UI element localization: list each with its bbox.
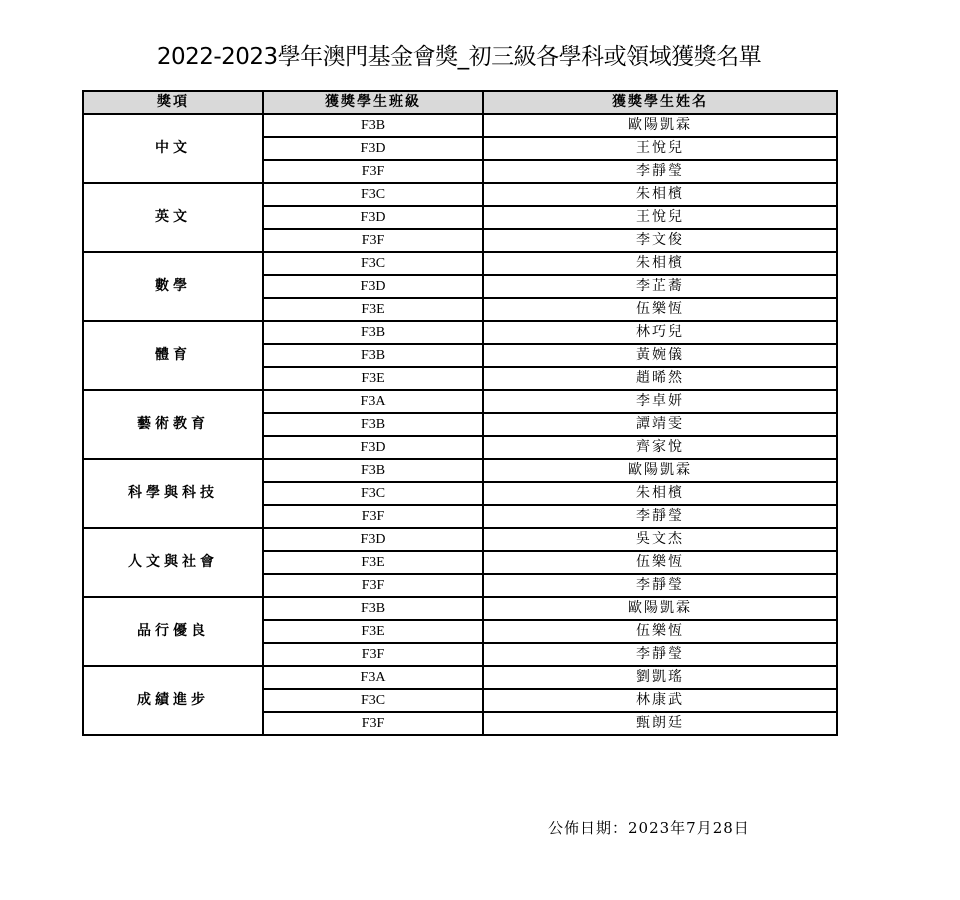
student-class: F3E [263,367,483,390]
student-name: 李卓妍 [483,390,837,413]
award-category: 人文與社會 [83,528,263,597]
student-class: F3A [263,390,483,413]
student-name: 王悅兒 [483,206,837,229]
student-name: 李文俊 [483,229,837,252]
header-name: 獲獎學生姓名 [483,91,837,114]
table-row [83,321,837,344]
student-class: F3C [263,482,483,505]
student-name: 伍樂恆 [483,551,837,574]
table-row [83,528,837,551]
student-name: 朱相檳 [483,252,837,275]
student-class: F3C [263,689,483,712]
table-row [83,390,837,413]
student-name: 李靜瑩 [483,643,837,666]
table-header-row [83,91,837,114]
student-class: F3F [263,643,483,666]
table-row [83,183,837,206]
student-name: 林巧兒 [483,321,837,344]
student-name: 歐陽凱霖 [483,114,837,137]
awards-table [82,90,838,736]
student-name: 吳文杰 [483,528,837,551]
student-class: F3E [263,620,483,643]
award-category: 品行優良 [83,597,263,666]
student-class: F3A [263,666,483,689]
publish-date: 公佈日期：2023年7月28日 [548,819,750,837]
student-class: F3B [263,597,483,620]
header-award: 獎項 [83,91,263,114]
student-name: 李靜瑩 [483,160,837,183]
award-category: 科學與科技 [83,459,263,528]
awards-table-body [83,114,837,735]
student-class: F3E [263,551,483,574]
student-class: F3D [263,528,483,551]
table-row [83,252,837,275]
student-name: 甄朗廷 [483,712,837,735]
award-category: 體育 [83,321,263,390]
table-row [83,597,837,620]
student-class: F3B [263,459,483,482]
header-class: 獲獎學生班級 [263,91,483,114]
student-name: 趙晞然 [483,367,837,390]
student-name: 李靜瑩 [483,574,837,597]
student-name: 伍樂恆 [483,620,837,643]
student-name: 王悅兒 [483,137,837,160]
student-name: 歐陽凱霖 [483,459,837,482]
student-name: 齊家悅 [483,436,837,459]
student-class: F3B [263,413,483,436]
student-class: F3B [263,114,483,137]
student-name: 歐陽凱霖 [483,597,837,620]
award-category: 中文 [83,114,263,183]
page-title: 2022-2023學年澳門基金會獎_初三級各學科或領域獲獎名單 [156,44,762,70]
student-name: 譚靖雯 [483,413,837,436]
table-row [83,459,837,482]
student-name: 劉凱瑤 [483,666,837,689]
award-category: 藝術教育 [83,390,263,459]
student-name: 黃婉儀 [483,344,837,367]
student-class: F3E [263,298,483,321]
table-row [83,114,837,137]
student-class: F3D [263,275,483,298]
student-class: F3F [263,712,483,735]
student-name: 林康武 [483,689,837,712]
student-class: F3F [263,505,483,528]
student-class: F3F [263,160,483,183]
student-name: 朱相檳 [483,183,837,206]
student-class: F3D [263,206,483,229]
student-class: F3B [263,344,483,367]
student-name: 伍樂恆 [483,298,837,321]
student-class: F3D [263,436,483,459]
student-class: F3C [263,183,483,206]
award-category: 數學 [83,252,263,321]
student-name: 朱相檳 [483,482,837,505]
student-class: F3C [263,252,483,275]
award-category: 成績進步 [83,666,263,735]
student-class: F3B [263,321,483,344]
student-class: F3F [263,229,483,252]
student-class: F3F [263,574,483,597]
table-row [83,666,837,689]
student-name: 李靜瑩 [483,505,837,528]
student-class: F3D [263,137,483,160]
award-category: 英文 [83,183,263,252]
student-name: 李芷蕎 [483,275,837,298]
